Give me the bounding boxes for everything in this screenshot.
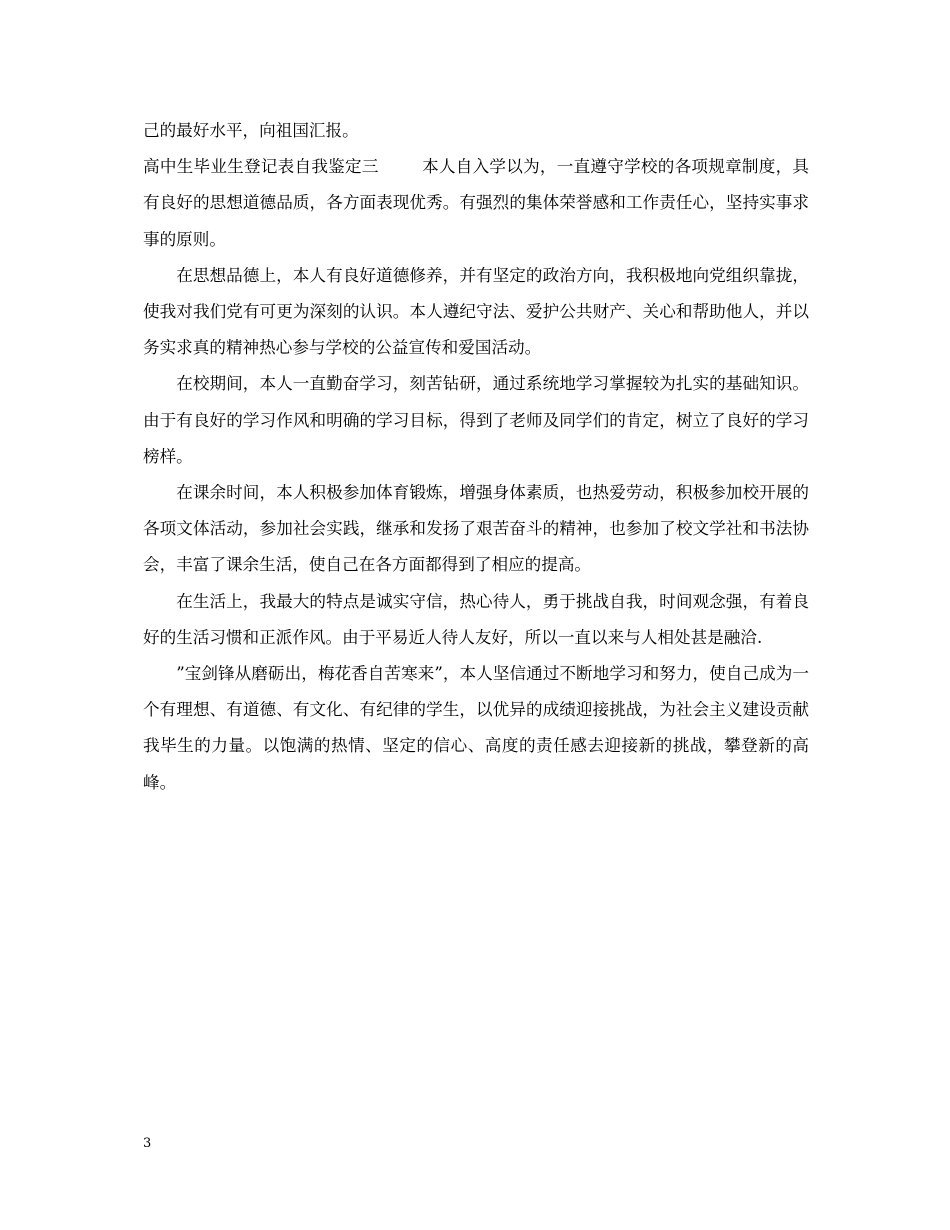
paragraph-ideology bbox=[143, 258, 809, 367]
paragraph-text: 本人自入学以为，一直遵守学校的各项规章制度，具有良好的思想道德品质，各方面表现优秀。有强烈的集体荣誉感和工作责任心，坚持实事求事的原则。 bbox=[143, 157, 810, 249]
paragraph-text: 己的最好水平，向祖国汇报。 bbox=[143, 121, 359, 140]
paragraph-text: 在思想品德上，本人有良好道德修养，并有坚定的政治方向，我积极地向党组织靠拢，使我对我们党有可更为深刻的认识。本人遵纪守法、爱护公共财产、关心和帮助他人，并以务实求真的精神热心参与学校的公益宣传和爱国活动。 bbox=[143, 265, 809, 358]
paragraph-text: ”宝剑锋从磨砺出，梅花香自苦寒来”，本人坚信通过不断地学习和努力，使自己成为一个有理想、有道德、有文化、有纪律的学生，以优异的成绩迎接挑战，为社会主义建设贡献我毕生的力量。以饱满的热情、坚定的信心、高度的责任感去迎接新的挑战，攀登新的高峰。 bbox=[143, 664, 809, 792]
document-body bbox=[143, 113, 809, 801]
paragraph-study bbox=[143, 366, 809, 475]
paragraph-continuation bbox=[143, 113, 809, 149]
page-number: 3 bbox=[143, 1136, 152, 1151]
paragraph-text: 在课余时间，本人积极参加体育锻炼，增强身体素质，也热爱劳动，积极参加校开展的各项文体活动，参加社会实践，继承和发扬了艰苦奋斗的精神，也参加了校文学社和书法协会，丰富了课余生活，使自己在各方面都得到了相应的提高。 bbox=[143, 483, 809, 575]
paragraph-activities bbox=[143, 475, 809, 584]
paragraph-section-heading bbox=[143, 149, 809, 258]
paragraph-text: 在生活上，我最大的特点是诚实守信，热心待人，勇于挑战自我，时间观念强，有着良好的生活习惯和正派作风。由于平易近人待人友好，所以一直以来与人相处甚是融洽. bbox=[143, 591, 809, 647]
paragraph-text: 在校期间，本人一直勤奋学习，刻苦钻研，通过系统地学习掌握较为扎实的基础知识。由于有良好的学习作风和明确的学习目标，得到了老师及同学们的肯定，树立了良好的学习榜样。 bbox=[143, 374, 809, 466]
section-heading: 高中生毕业生登记表自我鉴定三 bbox=[143, 157, 379, 177]
paragraph-conclusion bbox=[143, 656, 809, 801]
paragraph-life bbox=[143, 584, 809, 656]
